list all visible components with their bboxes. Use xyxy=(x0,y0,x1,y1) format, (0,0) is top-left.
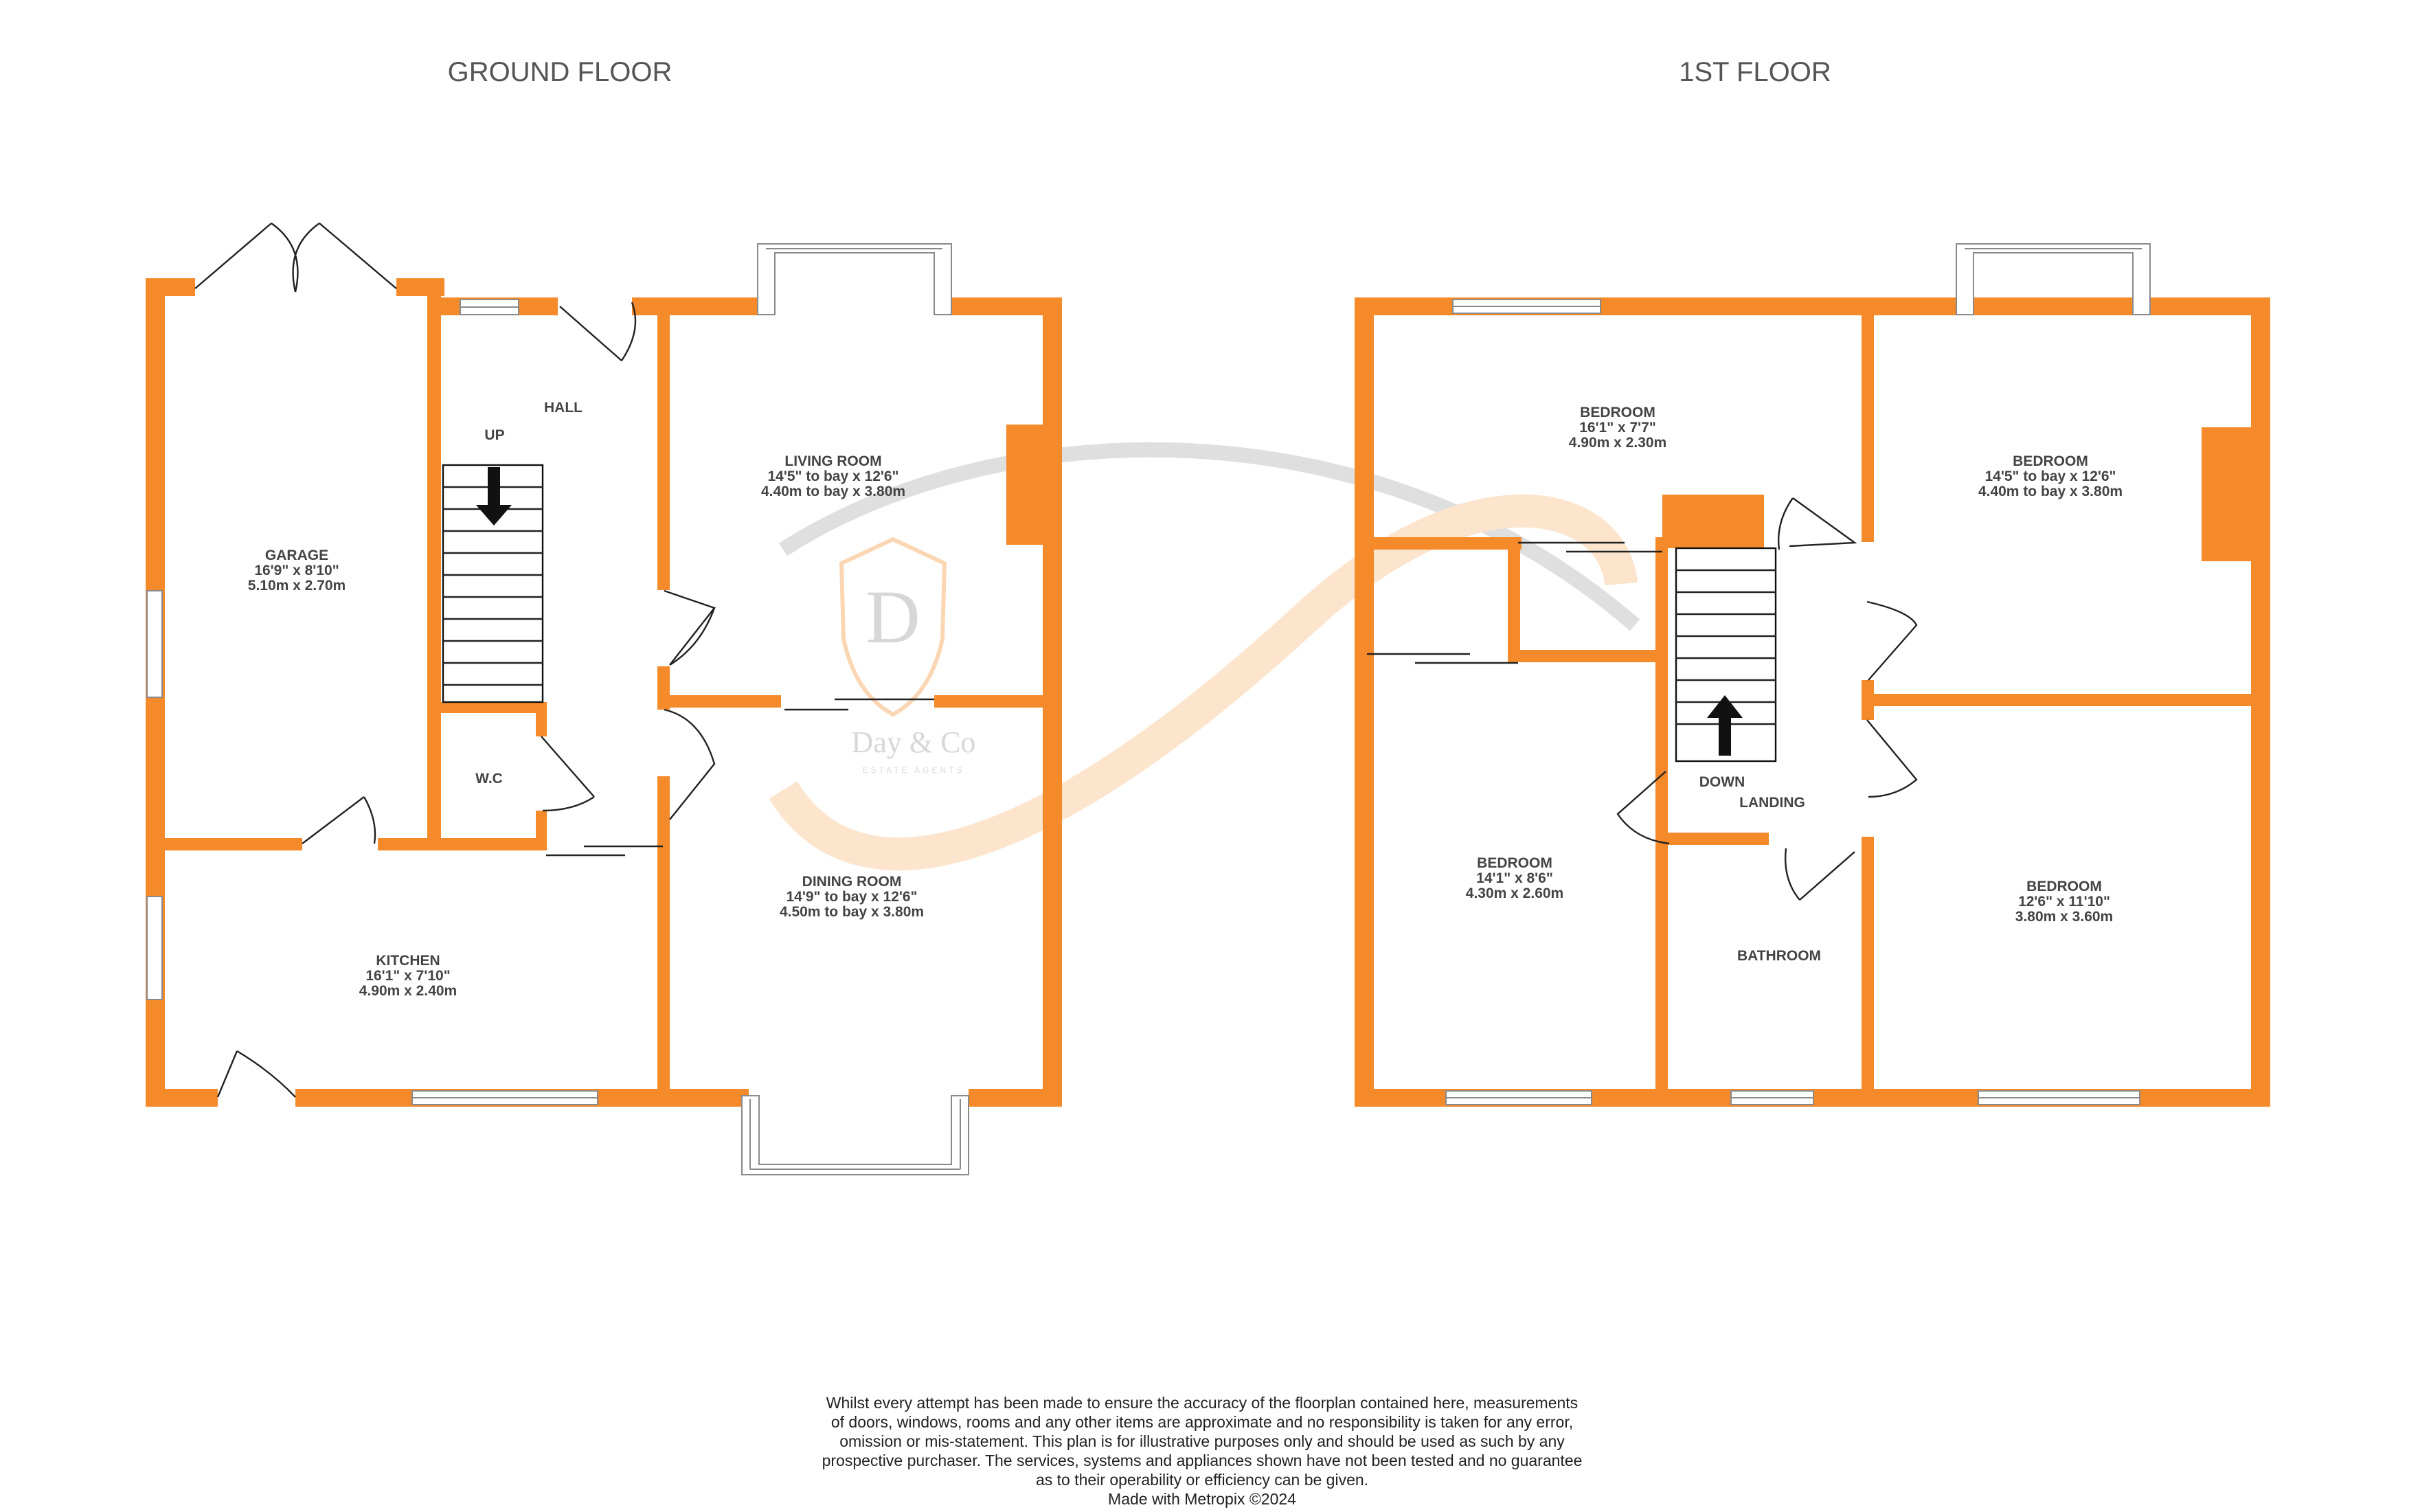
rear-right-bedroom-metric: 3.80m x 3.60m xyxy=(2015,909,2114,925)
garage-imperial: 16'9" x 8'10" xyxy=(254,563,339,578)
wc-label: W.C xyxy=(475,771,503,787)
ground-floor-title: GROUND FLOOR xyxy=(447,57,672,87)
disclaimer-line: as to their operability or efficiency can be given. xyxy=(1035,1471,1369,1489)
rear-right-bedroom-door xyxy=(1867,720,1916,797)
living-room-metric: 4.40m to bay x 3.80m xyxy=(760,484,906,499)
garage-kitchen-wall-right xyxy=(378,838,539,850)
bathroom-north-wall xyxy=(1655,833,1769,845)
landing-label: LANDING xyxy=(1739,795,1805,811)
kitchen-garage-door xyxy=(302,797,375,844)
wc-door xyxy=(541,736,594,811)
watermark-brand: Day & Co xyxy=(851,725,976,759)
living-north-wall-left xyxy=(632,297,773,315)
dining-room-imperial: 14'9" to bay x 12'6" xyxy=(786,889,918,905)
kitchen-imperial: 16'1" x 7'10" xyxy=(365,968,451,984)
rear-left-bedroom-imperial: 14'1" x 8'6" xyxy=(1476,870,1553,886)
garage-door-right xyxy=(293,223,396,292)
front-left-bedroom-door xyxy=(1778,498,1855,550)
metropix-credit: Made with Metropix ©2024 xyxy=(1108,1490,1296,1508)
front-right-bedroom-imperial: 14'5" to bay x 12'6" xyxy=(1984,469,2116,484)
first-east-wall xyxy=(2251,297,2270,1107)
dining-room-label: DINING ROOM xyxy=(802,874,902,890)
stairs-up-label: UP xyxy=(484,427,505,443)
disclaimer-line: prospective purchaser. The services, systems and appliances shown have not been tested and no guarantee xyxy=(822,1452,1583,1469)
kitchen-back-door xyxy=(218,1051,295,1097)
right-bedrooms-divider xyxy=(1874,694,2252,706)
wc-north-wall xyxy=(441,702,541,713)
dining-south-wall-left xyxy=(687,1089,742,1107)
garage-door-left xyxy=(195,223,297,292)
disclaimer-line: omission or mis-statement. This plan is for illustrative purposes only and should be used as such by any xyxy=(839,1432,1565,1450)
front-left-bedroom-metric: 4.90m x 2.30m xyxy=(1568,435,1667,451)
rear-left-bedroom-label: BEDROOM xyxy=(1477,855,1552,871)
living-door xyxy=(664,591,714,665)
living-dining-wall-left xyxy=(657,695,781,708)
garage-metric: 5.10m x 2.70m xyxy=(247,578,346,594)
watermark xyxy=(783,450,1635,854)
living-room-label: LIVING ROOM xyxy=(784,453,882,469)
dining-bay-window xyxy=(742,1096,969,1175)
bathroom-label: BATHROOM xyxy=(1737,948,1822,964)
front-bedrooms-divider xyxy=(1862,315,1874,542)
first-floor-plan xyxy=(1355,244,2270,1107)
bathroom-door xyxy=(1785,848,1855,900)
front-left-bedroom-imperial: 16'1" x 7'7" xyxy=(1579,420,1656,436)
rear-left-bedroom-metric: 4.30m x 2.60m xyxy=(1465,885,1564,901)
garage-kitchen-wall-left xyxy=(165,838,302,850)
dining-room-metric: 4.50m to bay x 3.80m xyxy=(779,904,925,920)
front-right-bedroom-door xyxy=(1867,602,1916,680)
stairs-down-label: DOWN xyxy=(1699,774,1745,790)
garage-hall-wall xyxy=(427,289,441,846)
kitchen-side-window xyxy=(147,896,162,1000)
landing-west-wall xyxy=(1655,537,1668,1101)
living-chimney-breast xyxy=(1006,425,1044,545)
wc-east-wall-upper xyxy=(536,702,547,736)
first-west-wall xyxy=(1355,297,1374,1107)
first-north-wall-right xyxy=(2136,297,2269,315)
first-floor-title: 1ST FLOOR xyxy=(1679,57,1831,87)
ground-floor-plan xyxy=(146,223,1062,1175)
hall-living-wall-upper xyxy=(657,315,670,590)
front-left-bedroom-label: BEDROOM xyxy=(1580,405,1655,420)
living-dining-wall-right xyxy=(934,695,1044,708)
bath-bedroom-divider xyxy=(1862,837,1874,1106)
kitchen-metric: 4.90m x 2.40m xyxy=(359,983,457,999)
living-north-wall-right xyxy=(934,297,1062,315)
watermark-letter: D xyxy=(866,575,920,659)
kitchen-south-wall-left xyxy=(146,1089,218,1107)
living-bay-window xyxy=(758,244,951,315)
ground-staircase xyxy=(443,465,543,702)
disclaimer-line: of doors, windows, rooms and any other items are approximate and no responsibility is taken for any error, xyxy=(830,1413,1574,1431)
rear-right-bedroom-imperial: 12'6" x 11'10" xyxy=(2018,894,2110,910)
disclaimer xyxy=(756,1393,1649,1509)
garage-label: GARAGE xyxy=(264,548,329,563)
wc-east-wall-lower xyxy=(536,811,547,850)
disclaimer-line: Whilst every attempt has been made to ensure the accuracy of the floorplan contained here, measurements xyxy=(826,1394,1579,1412)
cupboard-south-wall xyxy=(1508,650,1660,662)
garage-window xyxy=(147,591,162,697)
landing-chimney-breast xyxy=(1662,495,1764,548)
bedroom-chimney-breast xyxy=(2202,427,2251,561)
watermark-tagline: ESTATE AGENTS xyxy=(862,765,965,775)
dining-door xyxy=(664,710,714,820)
front-door xyxy=(560,302,635,361)
front-right-bedroom-label: BEDROOM xyxy=(2013,453,2088,469)
hall-label: HALL xyxy=(544,400,583,416)
garage-north-wall-left xyxy=(146,278,195,296)
left-bedrooms-divider xyxy=(1374,537,1522,550)
cupboard-west-wall xyxy=(1508,537,1520,661)
watermark-swoosh-orange xyxy=(783,511,1621,854)
living-room-imperial: 14'5" to bay x 12'6" xyxy=(767,469,899,484)
first-staircase xyxy=(1676,548,1776,761)
landing-east-wall-mid xyxy=(1862,680,1874,720)
hall-dining-wall-lower xyxy=(657,776,670,1106)
front-right-bedroom-metric: 4.40m to bay x 3.80m xyxy=(1978,484,2123,499)
rear-right-bedroom-label: BEDROOM xyxy=(2026,879,2102,894)
east-wall xyxy=(1043,297,1062,1107)
kitchen-label: KITCHEN xyxy=(376,953,440,969)
